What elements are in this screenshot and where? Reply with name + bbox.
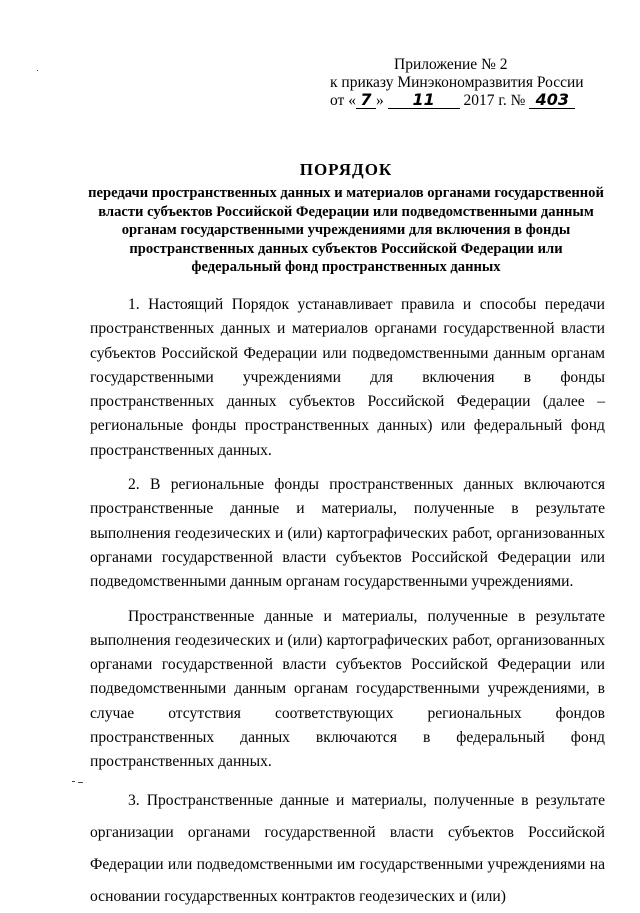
date-prefix: от « bbox=[330, 92, 356, 109]
document-body bbox=[90, 293, 605, 913]
order-reference: к приказу Минэкономразвития России bbox=[330, 74, 584, 91]
order-month: 11 bbox=[388, 92, 460, 109]
paragraph-1: 1. Настоящий Порядок устанавливает правила и способы передачи пространственных данных и материалов органами государственной власти субъектов Российской Федерации или подведомственными данным органам государственными учреждениями для включения в фонды пространственных данных субъектов Российской Федерации (далее – региональные фонды пространственных данных) или федеральный фонд пространственных данных. bbox=[90, 296, 605, 459]
order-day: 7 bbox=[356, 92, 376, 109]
scan-speck bbox=[72, 781, 75, 782]
title-subtitle: передачи пространственных данных и материалов органами государственной власти субъектов Российской Федерации или подведомственными данным органам государственными учреждениями для включения в фонды пространственных данных субъектов Российской Федерации или федеральный фонд пространственных данных bbox=[88, 185, 604, 275]
paragraph-3: Пространственные данные и материалы, полученные в результате выполнения геодезических и (или) картографических работ, организованных органами государственной власти субъектов Российской Федерации или подведомственными данным органам государственными учреждениями, в случае отсутствия соответствующих региональных фондов пространственных данных включаются в федеральный фонд пространственных данных. bbox=[90, 607, 605, 771]
scan-speck bbox=[37, 70, 38, 71]
document-title bbox=[86, 160, 606, 277]
order-year: 2017 г. № bbox=[463, 92, 526, 109]
paragraph-4: 3. Пространственные данные и материалы, полученные в результате организации органами государственной власти субъектов Российской Федерации или подведомственными им государственными учреждениями на основании государственных контрактов геодезических и (или) bbox=[90, 791, 605, 905]
appendix-header bbox=[330, 56, 605, 110]
order-date-line bbox=[330, 92, 605, 110]
order-number: 403 bbox=[529, 92, 575, 109]
title-main: ПОРЯДОК bbox=[299, 160, 393, 179]
appendix-number: Приложение № 2 bbox=[394, 56, 508, 73]
date-mid: » bbox=[375, 92, 384, 109]
paragraph-2: 2. В региональные фонды пространственных данных включаются пространственные данные и материалы, полученные в результате выполнения геодезических и (или) картографических работ, организованных органами государственной власти субъектов Российской Федерации или подведомственными данным органам государственными учреждениями. bbox=[90, 476, 605, 591]
scan-speck bbox=[78, 782, 83, 783]
